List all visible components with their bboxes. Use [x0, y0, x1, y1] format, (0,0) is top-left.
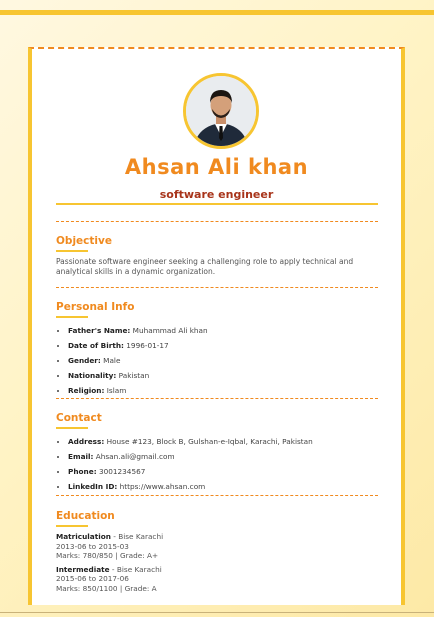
- contact-section: [56, 412, 378, 494]
- objective-text: Passionate software engineer seeking a challenging role to apply technical and analytical skills in a dynamic organization.: [56, 257, 354, 276]
- personal-info-section: [56, 301, 378, 398]
- list-item: • Nationality: Pakistan: [68, 368, 378, 383]
- list-item: • LinkedIn ID: https://www.ahsan.com: [68, 479, 378, 494]
- list-item: • Address: House #123, Block B, Gulshan-e-Iqbal, Karachi, Pakistan: [68, 434, 378, 449]
- section-divider: [56, 287, 378, 288]
- top-stripe: [0, 10, 434, 15]
- heading-underline: [56, 316, 88, 318]
- heading-underline: [56, 427, 88, 429]
- list-item: • Email: Ahsan.ali@gmail.com: [68, 449, 378, 464]
- heading-underline: [56, 525, 88, 527]
- resume-page: [28, 47, 405, 605]
- section-divider: [56, 398, 378, 399]
- list-item: • Gender: Male: [68, 353, 378, 368]
- education-section: [56, 510, 378, 597]
- list-item: • Phone: 3001234567: [68, 464, 378, 479]
- personal-info-list: [56, 323, 378, 398]
- title-underline: [56, 203, 378, 205]
- objective-section: [56, 235, 378, 277]
- contact-list: [56, 434, 378, 494]
- job-title: software engineer: [159, 188, 274, 201]
- list-item: • Religion: Islam: [68, 383, 378, 398]
- education-entry: Matriculation - Bise Karachi 2013-06 to 2015-03 Marks: 780/850 | Grade: A+: [56, 532, 164, 560]
- heading-underline: [56, 250, 88, 252]
- objective-heading: Objective: [56, 235, 112, 247]
- list-item: • Father's Name: Muhammad Ali khan: [68, 323, 378, 338]
- education-heading: Education: [56, 510, 115, 522]
- education-entry: Intermediate - Bise Karachi 2015-06 to 2017-06 Marks: 850/1100 | Grade: A: [56, 564, 162, 593]
- list-item: • Date of Birth: 1996-01-17: [68, 338, 378, 353]
- section-divider: [56, 221, 378, 222]
- contact-heading: Contact: [56, 412, 102, 424]
- personal-info-heading: Personal Info: [56, 301, 135, 313]
- section-divider: [56, 495, 378, 496]
- candidate-name: Ahsan Ali khan: [124, 155, 309, 179]
- profile-photo: [183, 73, 259, 149]
- bottom-border: [0, 612, 434, 613]
